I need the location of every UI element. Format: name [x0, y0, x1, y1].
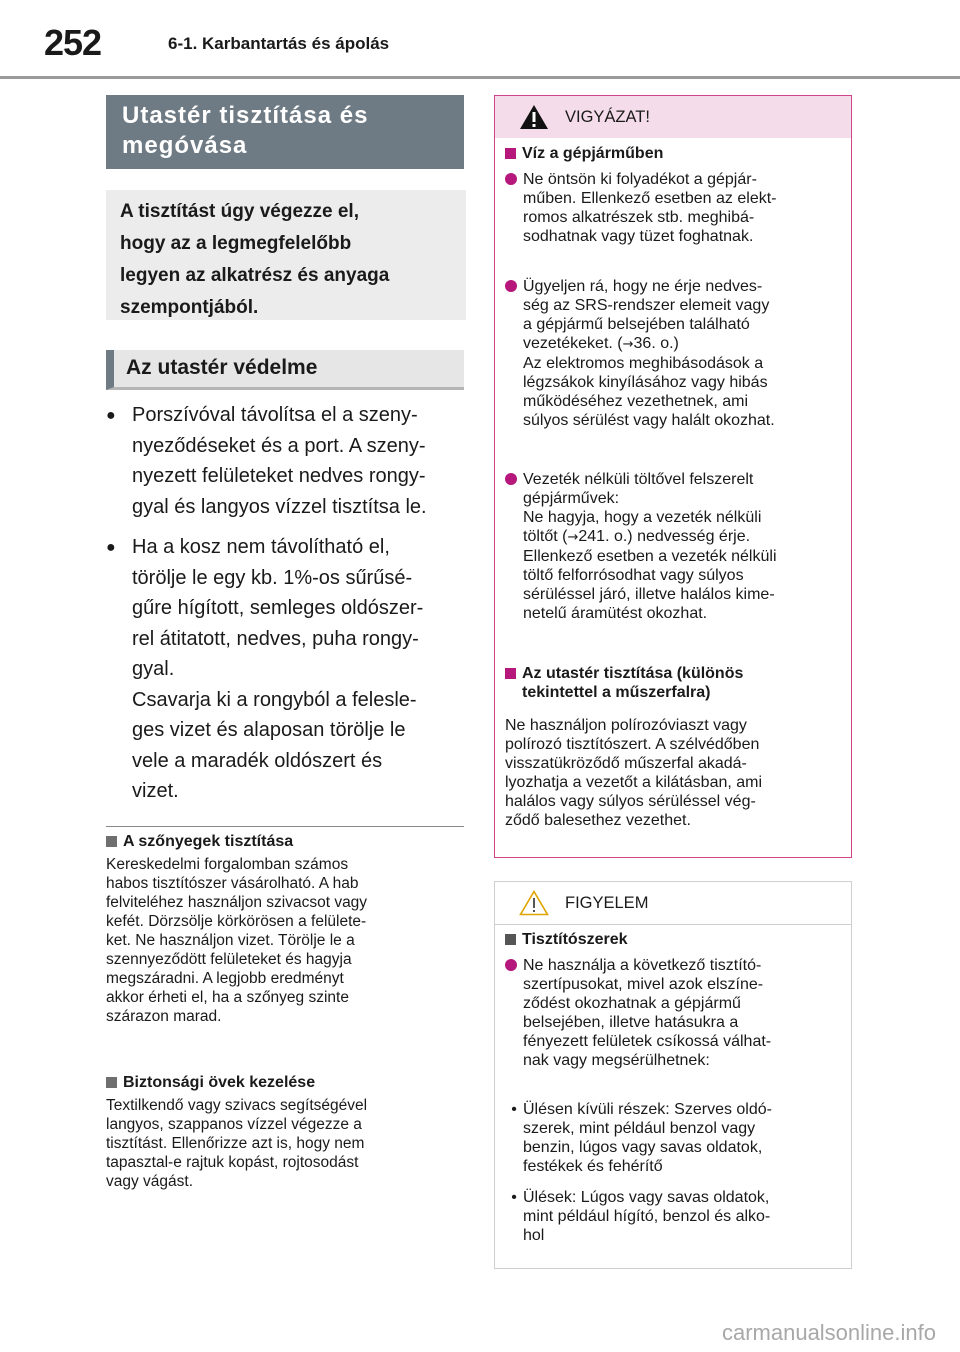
warning-heading [505, 144, 841, 163]
black-circle-bullet-icon: ● [106, 407, 116, 424]
caution-header [495, 882, 851, 925]
bullet-text: Ha a kosz nem távolítható el, törölje le egy kb. 1%-os sűrűsé- gűre hígított, semleges oldószer- rel átitatott, nedves, puha rongy- gyal. Csavarja ki a rongyból a felesle- ges vizet és alaposan törölje le vele a maradék oldószert és vizet. [132, 536, 424, 802]
dot-bullet-icon: • [511, 1101, 517, 1118]
caution-triangle-icon [519, 890, 549, 916]
bullet-text: Ellenkező esetben a vezeték nélküli töltő felforrósodhat vagy súlyos sérüléssel járó, illetve halálos kime- netelű áramütést okozhat. [523, 548, 777, 622]
square-bullet-icon [106, 836, 117, 847]
seatbelt-section [106, 1073, 466, 1191]
warning-heading [505, 664, 841, 702]
carpet-section [106, 832, 466, 1026]
section-title: 6-1. Karbantartás és ápolás [168, 34, 390, 53]
warning-box [494, 95, 852, 858]
bullet-text: Ülésen kívüli részek: Szerves oldó- szerek, mint például benzol vagy benzin, lúgos vagy savas oldatok, festékek és fehérítő [523, 1101, 772, 1175]
warning-header [495, 96, 851, 138]
list-item [505, 470, 841, 623]
bullet-list [106, 400, 470, 817]
dot-bullet-icon: • [511, 1189, 517, 1206]
heading-text: Az utastér tisztítása (különös tekintettel a műszerfalra) [522, 665, 744, 701]
circle-bullet-icon [505, 280, 517, 292]
black-circle-bullet-icon: ● [106, 539, 116, 556]
bullet-text: Az elektromos meghibásodások a légzsákok kinyílásához vagy hibás működéséhez vezethetnek, ami súlyos sérülést vagy halált okozhat. [523, 355, 775, 429]
bullet-text: Ülések: Lúgos vagy savas oldatok, mint például hígító, benzol és alko- hol [523, 1189, 771, 1244]
circle-bullet-icon [505, 173, 517, 185]
caution-box [494, 881, 852, 1269]
intro-box [106, 190, 466, 320]
section-body: Textilkendő vagy szivacs segítségével langyos, szappanos vízzel végezze a tisztítást. Ellenőrizze azt is, hogy nem tapasztal-e rajtuk kopást, rojtosodást vagy vágást. [106, 1097, 368, 1190]
circle-bullet-icon [505, 473, 517, 485]
page-reference: 241. o.) nedvesség érje. [578, 528, 751, 545]
right-arrow-icon: → [622, 337, 634, 352]
list-item [505, 956, 841, 1070]
square-bullet-icon [505, 934, 516, 945]
warning-paragraph: Ne használjon polírozóviaszt vagy polírozó tisztítószert. A szélvédőben visszatükröződő műszerfal akadá- lyozhatja a vezetőt a kilátásban, ami halálos vagy súlyos sérüléssel vég- ződő balesethez vezethet. [505, 717, 763, 829]
section-divider [106, 826, 464, 827]
list-item [505, 277, 841, 430]
section-heading-text: Biztonsági övek kezelése [123, 1074, 316, 1091]
bullet-text: Porszívóval távolítsa el a szeny- nyeződéseket és a port. A szeny- nyezett felületeket nedves rongy- gyal és langyos vízzel tisztítsa le. [132, 404, 427, 518]
right-arrow-icon: → [567, 530, 579, 545]
list-item [505, 1188, 841, 1245]
header-divider [0, 76, 960, 79]
topic-title-text: Utastér tisztítása és megóvása [122, 102, 369, 159]
square-bullet-icon [106, 1077, 117, 1088]
bullet-text: Ne öntsön ki folyadékot a gépjár- műben. Ellenkező esetben az elekt- romos alkatrészek stb. meghibá- sodhatnak vagy tüzet foghatnak. [523, 171, 777, 245]
topic-title [106, 95, 464, 169]
section-heading [106, 832, 466, 851]
warning-triangle-icon [519, 104, 549, 130]
circle-bullet-icon [505, 959, 517, 971]
warning-title: VIGYÁZAT! [565, 108, 650, 126]
list-item [106, 532, 470, 807]
section-heading [106, 1073, 466, 1092]
square-bullet-icon [505, 668, 516, 679]
bullet-text: Ügyeljen rá, hogy ne érje nedves- ség az SRS-rendszer elemeit vagy a gépjármű belsejében található vezetékeket. ( [523, 278, 770, 352]
section-body: Kereskedelmi forgalomban számos habos tisztítószer vásárolható. A hab felviteléhez használjon szivacsot vagy kefét. Dörzsölje körkörösen a felülete- ket. Ne használjon vizet. Törölje le a szennyeződött felületeket és hagyja megszáradni. A legjobb eredményt akkor érheti el, ha a szőnyeg szinte szárazon marad. [106, 856, 368, 1025]
watermark: carmanualsonline.info [721, 1320, 936, 1345]
list-item [505, 170, 841, 246]
heading-text: Tisztítószerek [522, 931, 628, 948]
page-reference: 36. o.) [633, 335, 679, 352]
square-bullet-icon [505, 148, 516, 159]
subheading: Az utastér védelme [106, 350, 464, 390]
caution-title: FIGYELEM [565, 894, 649, 912]
page-number: 252 [44, 22, 102, 63]
section-heading-text: A szőnyegek tisztítása [123, 833, 294, 850]
list-item [505, 1100, 841, 1176]
intro-text: A tisztítást úgy végezze el, hogy az a legmegfelelőbb legyen az alkatrész és anyaga szempontjából. [120, 201, 390, 318]
bullet-text: Vezeték nélküli töltővel felszerelt gépjárművek: Ne hagyja, hogy a vezeték nélküli töltőt ( [523, 471, 762, 545]
list-item [106, 400, 470, 522]
caution-heading [505, 930, 841, 949]
bullet-text: Ne használja a következő tisztító- szertípusokat, mivel azok elszíne- ződést okozhatnak a gépjármű belsejében, illetve hatásukra a fényezett felületek csíkossá válhat- nak vagy megsérülhetnek: [523, 957, 772, 1069]
heading-text: Víz a gépjárműben [522, 145, 664, 162]
